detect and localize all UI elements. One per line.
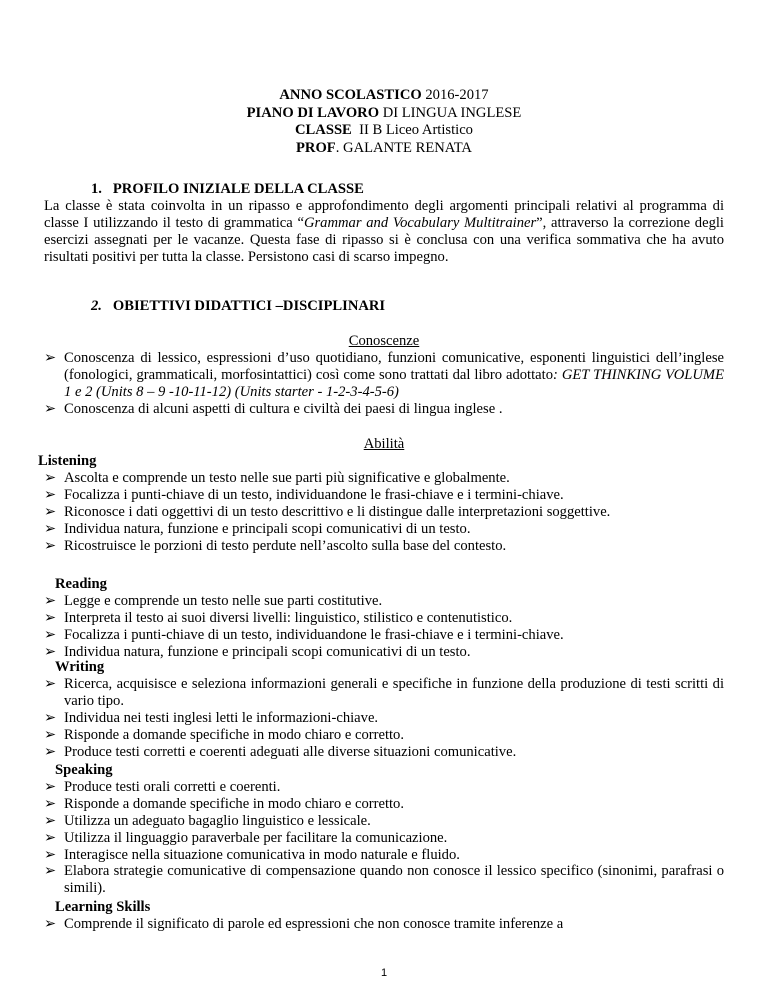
reading-title: Reading [55, 576, 107, 592]
listening-list [44, 470, 724, 555]
list-item: ➢ Focalizza i punti-chiave di un testo, individuandone le frasi-chiave e i termini-chiave. [44, 486, 564, 503]
learning-title: Learning Skills [55, 899, 151, 915]
arrow-bullet-icon: ➢ [44, 778, 57, 795]
list-item: ➢ Utilizza il linguaggio paraverbale per facilitare la comunicazione. [44, 829, 448, 846]
speaking-list [44, 779, 724, 897]
arrow-bullet-icon: ➢ [44, 592, 57, 609]
section-objectives [44, 298, 724, 315]
conoscenze-block [44, 333, 724, 418]
list-item: ➢ Ascolta e comprende un testo nelle sue parti più significative e globalmente. [44, 469, 510, 486]
list-item: ➢ Ricerca, acquisisce e seleziona informazioni generali e specifiche in funzione della produzione di testi scritti di vario tipo. [44, 675, 724, 709]
arrow-bullet-icon: ➢ [44, 609, 57, 626]
arrow-bullet-icon: ➢ [44, 675, 57, 692]
header-plan-title: PIANO DI LAVORO DI LINGUA INGLESE [246, 104, 522, 121]
arrow-bullet-icon: ➢ [44, 643, 57, 660]
listening-title: Listening [38, 453, 97, 469]
learning-block [44, 899, 724, 933]
list-item: ➢ Legge e comprende un testo nelle sue parti costitutive. [44, 592, 383, 609]
list-item: ➢ Comprende il significato di parole ed espressioni che non conosce tramite inferenze a [44, 915, 564, 932]
arrow-bullet-icon: ➢ [44, 520, 57, 537]
list-item: ➢ Risponde a domande specifiche in modo chiaro e corretto. [44, 726, 405, 743]
writing-list [44, 676, 724, 761]
page-number: 1 [380, 967, 388, 979]
list-item: ➢ Individua nei testi inglesi letti le informazioni-chiave. [44, 709, 379, 726]
writing-block [44, 659, 724, 760]
section-profile-title: 1. PROFILO INIZIALE DELLA CLASSE [91, 181, 364, 197]
header-school-year: ANNO SCOLASTICO 2016-2017 [279, 87, 489, 103]
arrow-bullet-icon: ➢ [44, 863, 57, 880]
reading-block [44, 576, 724, 661]
section-profile [44, 181, 724, 266]
arrow-bullet-icon: ➢ [44, 400, 57, 417]
reading-list [44, 593, 724, 661]
conoscenze-title: Conoscenze [348, 333, 420, 349]
listening-block [38, 453, 724, 554]
list-item: ➢ Conoscenza di alcuni aspetti di cultura e civiltà dei paesi di lingua inglese . [44, 400, 503, 417]
arrow-bullet-icon: ➢ [44, 743, 57, 760]
list-item: ➢ Risponde a domande specifiche in modo chiaro e corretto. [44, 795, 405, 812]
list-item: ➢ Individua natura, funzione e principali scopi comunicativi di un testo. [44, 643, 471, 660]
arrow-bullet-icon: ➢ [44, 709, 57, 726]
section-objectives-title: 2. OBIETTIVI DIDATTICI –DISCIPLINARI [91, 298, 386, 314]
arrow-bullet-icon: ➢ [44, 486, 57, 503]
document-header [0, 87, 768, 157]
arrow-bullet-icon: ➢ [44, 846, 57, 863]
list-item: ➢ Focalizza i punti-chiave di un testo, individuandone le frasi-chiave e i termini-chiave. [44, 626, 564, 643]
arrow-bullet-icon: ➢ [44, 537, 57, 554]
list-item: ➢ Interagisce nella situazione comunicativa in modo naturale e fluido. [44, 846, 460, 863]
list-item: ➢ Conoscenza di lessico, espressioni d’uso quotidiano, funzioni comunicative, esponenti linguistici dell’inglese (fonologici, grammaticali, morfosintattici) così come sono trattati dal libro adottato: GET THINKING VOLUME 1 e 2 (Units 8 – 9 -10-11-12) (Units starter - 1-2-3-4-5-6) [44, 349, 724, 400]
arrow-bullet-icon: ➢ [44, 726, 57, 743]
list-item: ➢ Individua natura, funzione e principali scopi comunicativi di un testo. [44, 520, 471, 537]
writing-title: Writing [55, 659, 105, 675]
list-item: ➢ Riconosce i dati oggettivi di un testo descrittivo e li distingue dalle interpretazioni soggettive. [44, 503, 611, 520]
section-profile-text: La classe è stata coinvolta in un ripasso e approfondimento degli argomenti principali relativi al programma di classe I utilizzando il testo di grammatica “Grammar and Vocabulary Multitrainer”, attraverso la correzione degli esercizi assegnati per le vacanze. Questa fase di ripasso si è conclusa con una verifica sommativa che ha avuto risultati positivi per tutta la classe. Persistono casi di scarso impegno. [44, 197, 724, 265]
list-item: ➢ Ricostruisce le porzioni di testo perdute nell’ascolto sulla base del contesto. [44, 537, 507, 554]
list-item: ➢ Elabora strategie comunicative di compensazione quando non conosce il lessico specifico (sinonimi, parafrasi o simili). [44, 863, 724, 897]
conoscenze-list [44, 350, 724, 418]
speaking-block [44, 762, 724, 897]
abilita-title: Abilità [363, 436, 405, 452]
learning-list [44, 916, 724, 933]
header-teacher: PROF. GALANTE RENATA [296, 139, 472, 156]
arrow-bullet-icon: ➢ [44, 349, 57, 366]
arrow-bullet-icon: ➢ [44, 795, 57, 812]
arrow-bullet-icon: ➢ [44, 915, 57, 932]
arrow-bullet-icon: ➢ [44, 829, 57, 846]
arrow-bullet-icon: ➢ [44, 626, 57, 643]
list-item: ➢ Produce testi orali corretti e coerenti. [44, 778, 281, 795]
list-item: ➢ Interpreta il testo ai suoi diversi livelli: linguistico, stilistico e contenutistico. [44, 609, 513, 626]
arrow-bullet-icon: ➢ [44, 469, 57, 486]
abilita-block [44, 436, 724, 453]
list-item: ➢ Utilizza un adeguato bagaglio linguistico e lessicale. [44, 812, 371, 829]
speaking-title: Speaking [55, 762, 113, 778]
list-item: ➢ Produce testi corretti e coerenti adeguati alle diverse situazioni comunicative. [44, 743, 517, 760]
arrow-bullet-icon: ➢ [44, 503, 57, 520]
arrow-bullet-icon: ➢ [44, 812, 57, 829]
header-class: CLASSE II B Liceo Artistico [295, 122, 473, 138]
